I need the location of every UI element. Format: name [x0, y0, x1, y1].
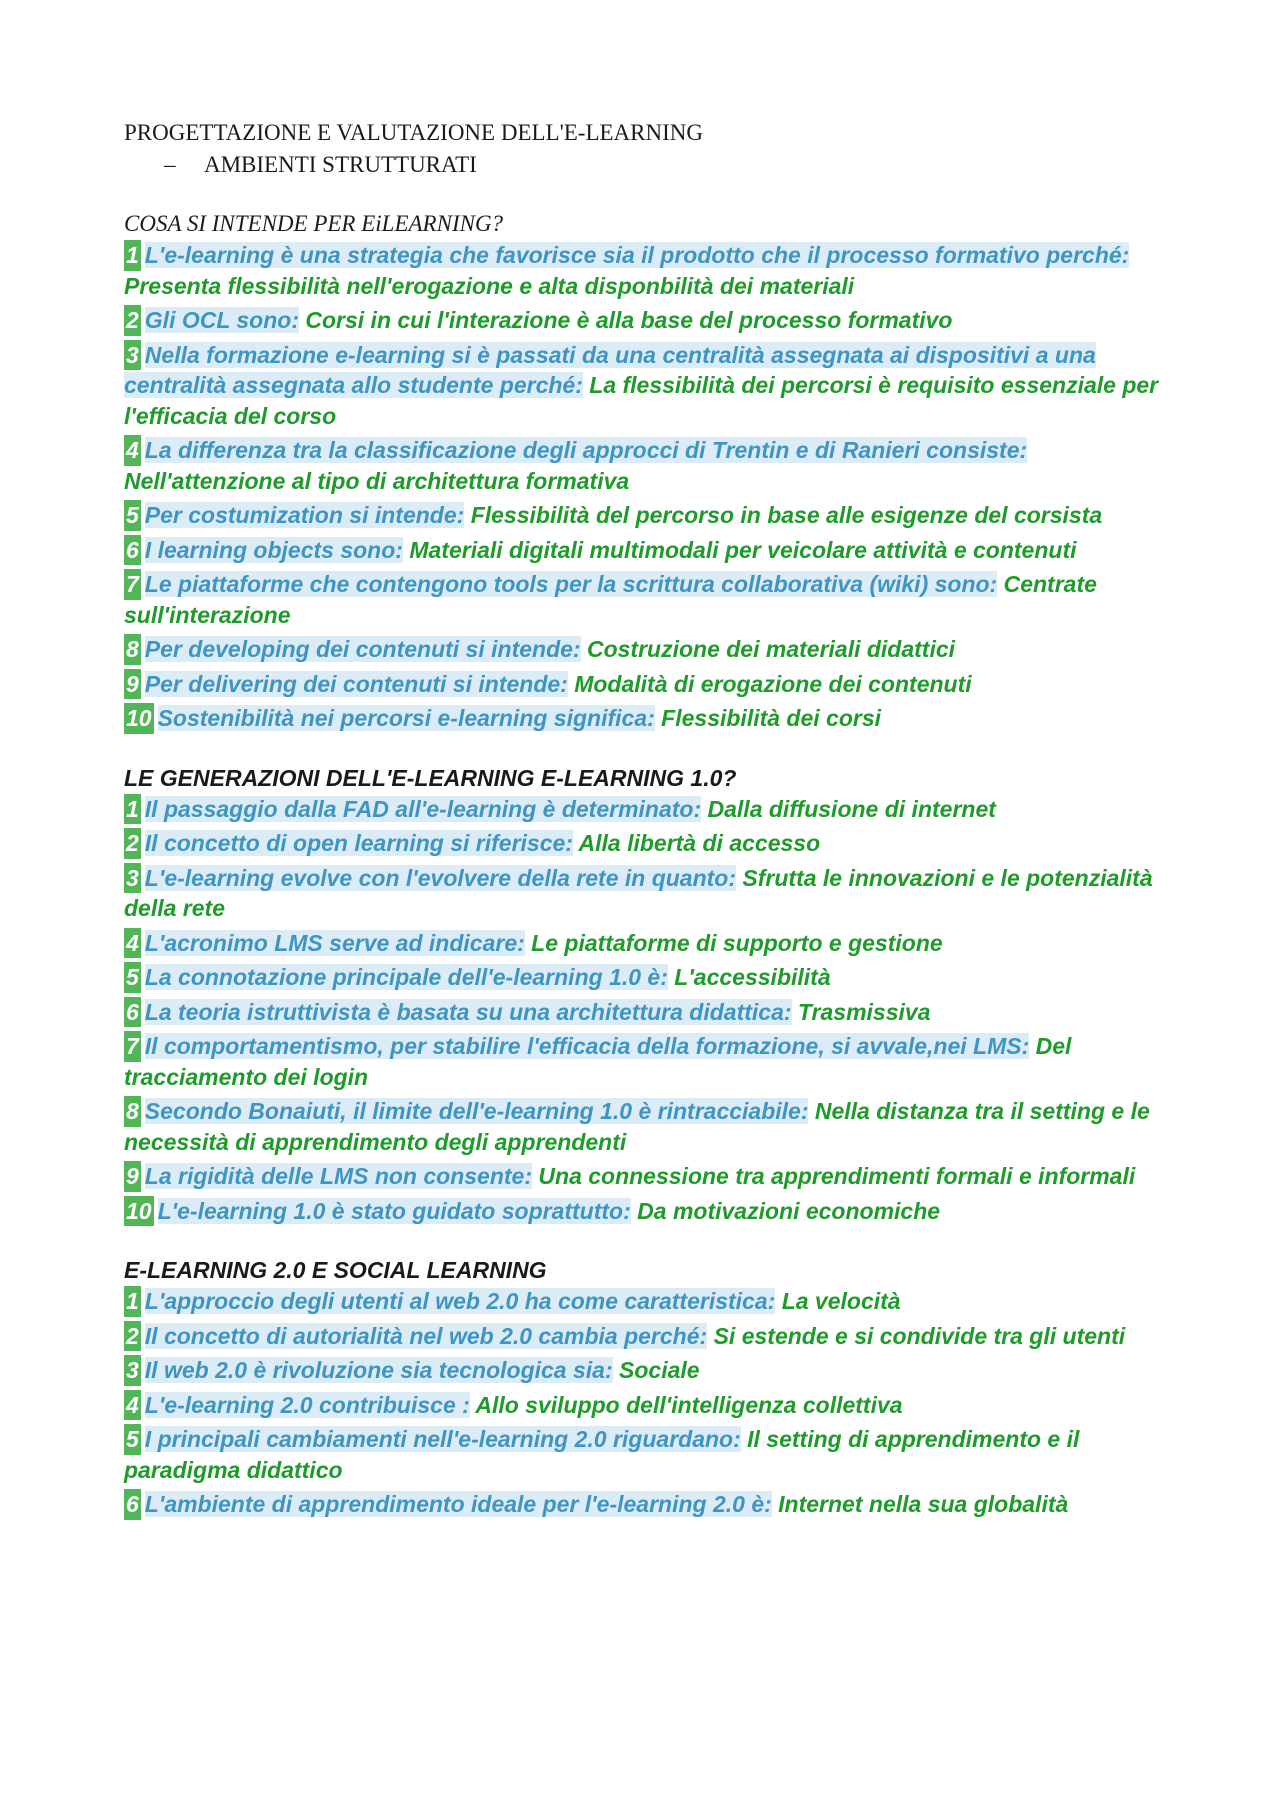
question-number: 6	[124, 1489, 141, 1520]
question-item	[124, 997, 1170, 1028]
answer-text: Del tracciamento dei login	[124, 1033, 1072, 1090]
question-item	[124, 1196, 1170, 1227]
question-text: Il comportamentismo, per stabilire l'efficacia della formazione, si avvale,nei LMS:	[144, 1033, 1030, 1059]
question-number: 1	[124, 794, 141, 825]
question-text: I principali cambiamenti nell'e-learning 2.0 riguardano:	[144, 1426, 741, 1452]
question-number: 5	[124, 962, 141, 993]
question-text: Gli OCL sono:	[144, 307, 299, 333]
answer-text: Da motivazioni economiche	[637, 1197, 941, 1224]
question-number: 10	[124, 1196, 154, 1227]
question-text: Il web 2.0 è rivoluzione sia tecnologica sia:	[144, 1357, 613, 1383]
answer-text: Sfrutta le innovazioni e le potenzialità della rete	[124, 864, 1153, 921]
answer-text: Flessibilità del percorso in base alle esigenze del corsista	[470, 502, 1103, 528]
question-item	[124, 794, 1170, 825]
question-text: Il concetto di autorialità nel web 2.0 cambia perché:	[144, 1322, 708, 1349]
answer-text: La flessibilità dei percorsi è requisito essenziale per l'efficacia del corso	[124, 372, 1159, 429]
section-elearning-1	[124, 762, 1170, 1227]
question-item	[124, 928, 1170, 959]
question-item	[124, 340, 1170, 432]
question-text: Per costumization si intende:	[144, 502, 465, 528]
answer-text: Si estende e si condivide tra gli utenti	[713, 1322, 1126, 1349]
answer-text: Il setting di apprendimento e il paradigma didattico	[124, 1426, 1080, 1483]
question-number: 5	[124, 1424, 141, 1455]
question-item	[124, 500, 1170, 531]
question-text: L'e-learning evolve con l'evolvere della rete in quanto:	[144, 864, 737, 891]
answer-text: Una connessione tra apprendimenti formali e informali	[538, 1163, 1136, 1189]
answer-text: Materiali digitali multimodali per veicolare attività e contenuti	[409, 536, 1077, 563]
answer-text: Flessibilità dei corsi	[661, 705, 882, 731]
question-text: L'e-learning 1.0 è stato guidato soprattutto:	[157, 1197, 631, 1224]
question-number: 8	[124, 1096, 141, 1127]
question-item	[124, 305, 1170, 336]
answer-text: Internet nella sua globalità	[778, 1491, 1069, 1517]
answer-text: Dalla diffusione di internet	[707, 795, 996, 822]
question-number: 6	[124, 997, 141, 1028]
question-item	[124, 1355, 1170, 1386]
question-number: 8	[124, 634, 141, 665]
question-text: I learning objects sono:	[144, 536, 403, 563]
question-number: 9	[124, 669, 141, 700]
answer-text: Sociale	[619, 1357, 700, 1383]
section-elearning-2	[124, 1254, 1170, 1520]
question-item	[124, 240, 1170, 301]
question-item	[124, 1286, 1170, 1317]
answer-text: Nell'attenzione al tipo di architettura formativa	[124, 467, 630, 494]
answer-text: Costruzione dei materiali didattici	[586, 636, 956, 662]
question-text: La rigidità delle LMS non consente:	[144, 1163, 533, 1189]
question-text: L'ambiente di apprendimento ideale per l'e-learning 2.0 è:	[144, 1491, 772, 1517]
answer-text: Le piattaforme di supporto e gestione	[531, 929, 943, 956]
question-item	[124, 435, 1170, 496]
section-heading: E-LEARNING 2.0 E SOCIAL LEARNING	[124, 1257, 547, 1283]
question-text: Il concetto di open learning si riferisce:	[144, 830, 573, 856]
question-text: L'e-learning è una strategia che favorisce sia il prodotto che il processo formativo perché:	[144, 242, 1130, 268]
question-text: L'approccio degli utenti al web 2.0 ha come caratteristica:	[144, 1288, 776, 1314]
question-number: 4	[124, 928, 141, 959]
question-number: 2	[124, 305, 141, 336]
question-item	[124, 1321, 1170, 1352]
question-number: 3	[124, 863, 141, 894]
question-text: La differenza tra la classificazione degli approcci di Trentin e di Ranieri consiste:	[144, 437, 1028, 463]
answer-text: Alla libertà di accesso	[578, 830, 821, 856]
question-number: 4	[124, 435, 141, 466]
answer-text: Corsi in cui l'interazione è alla base del processo formativo	[305, 307, 953, 333]
question-item	[124, 669, 1170, 700]
question-number: 2	[124, 828, 141, 859]
answer-text: Trasmissiva	[797, 998, 931, 1025]
question-item	[124, 1390, 1170, 1421]
question-number: 5	[124, 500, 141, 531]
section-definition	[124, 208, 1170, 734]
document-subtitle	[164, 150, 1170, 180]
question-number: 3	[124, 1355, 141, 1386]
answer-text: Nella distanza tra il setting e le necessità di apprendimento degli apprendenti	[124, 1098, 1150, 1155]
question-text: Per developing dei contenuti si intende:	[144, 636, 581, 662]
subtitle-dash: –	[164, 152, 176, 177]
section-heading: COSA SI INTENDE PER EiLEARNING?	[124, 211, 504, 236]
question-number: 6	[124, 535, 141, 566]
question-item	[124, 703, 1170, 734]
question-number: 1	[124, 240, 141, 271]
question-item	[124, 828, 1170, 859]
question-item	[124, 1424, 1170, 1485]
question-item	[124, 1489, 1170, 1520]
question-item	[124, 569, 1170, 630]
question-text: Sostenibilità nei percorsi e-learning significa:	[157, 705, 655, 731]
subtitle-text: AMBIENTI STRUTTURATI	[204, 152, 477, 177]
answer-text: La velocità	[781, 1288, 901, 1314]
answer-text: Modalità di erogazione dei contenuti	[574, 670, 972, 697]
question-text: Secondo Bonaiuti, il limite dell'e-learning 1.0 è rintracciabile:	[144, 1098, 809, 1124]
question-item	[124, 863, 1170, 924]
question-number: 9	[124, 1161, 141, 1192]
question-number: 10	[124, 703, 154, 734]
section-heading: LE GENERAZIONI DELL'E-LEARNING E-LEARNING 1.0?	[124, 764, 737, 791]
answer-text: Centrate sull'interazione	[124, 571, 1097, 628]
question-number: 3	[124, 340, 141, 371]
question-text: Il passaggio dalla FAD all'e-learning è determinato:	[144, 795, 702, 822]
question-item	[124, 1161, 1170, 1192]
question-item	[124, 962, 1170, 993]
question-number: 7	[124, 1031, 141, 1062]
question-number: 4	[124, 1390, 141, 1421]
question-text: Nella formazione e-learning si è passati da una centralità assegnata ai dispositivi a una centralità assegnata allo studente perché:	[124, 341, 1096, 398]
question-text: La teoria istruttivista è basata su una architettura didattica:	[144, 998, 792, 1025]
question-item	[124, 1031, 1170, 1092]
question-text: Le piattaforme che contengono tools per la scrittura collaborativa (wiki) sono:	[144, 571, 998, 597]
answer-text: Allo sviluppo dell'intelligenza collettiva	[475, 1391, 903, 1418]
question-text: L'acronimo LMS serve ad indicare:	[144, 929, 525, 956]
question-text: Per delivering dei contenuti si intende:	[144, 670, 568, 697]
document-title: PROGETTAZIONE E VALUTAZIONE DELL'E-LEARNING	[124, 120, 703, 145]
question-item	[124, 1096, 1170, 1157]
question-number: 1	[124, 1286, 141, 1317]
question-number: 2	[124, 1321, 141, 1352]
question-text: La connotazione principale dell'e-learning 1.0 è:	[144, 964, 668, 990]
question-text: L'e-learning 2.0 contribuisce :	[144, 1391, 470, 1418]
question-item	[124, 535, 1170, 566]
answer-text: Presenta flessibilità nell'erogazione e alta disponbilità dei materiali	[124, 272, 855, 299]
question-number: 7	[124, 569, 141, 600]
answer-text: L'accessibilità	[674, 964, 831, 990]
question-item	[124, 634, 1170, 665]
